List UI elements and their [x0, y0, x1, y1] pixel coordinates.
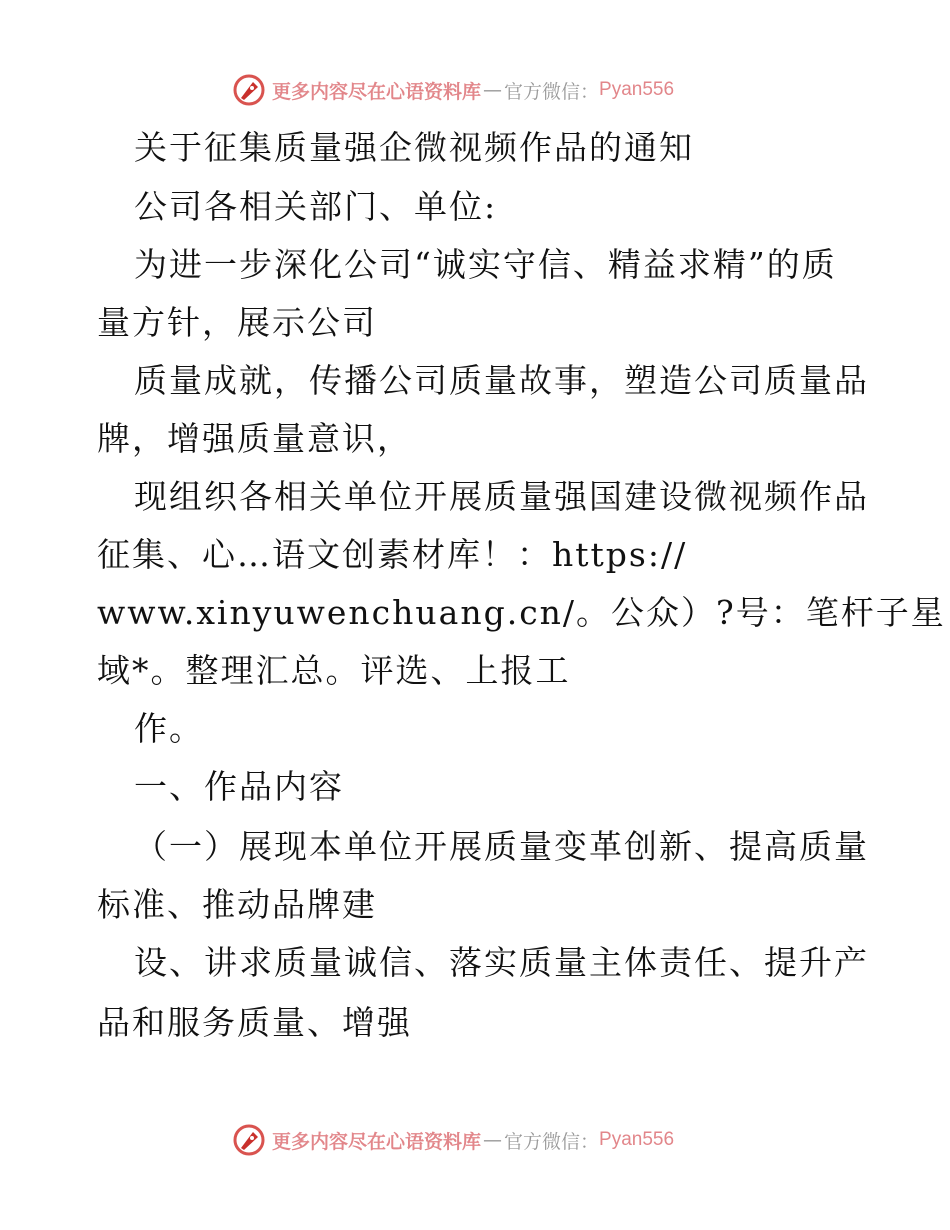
wechat-label: 官方微信： [504, 80, 600, 103]
paragraph-2-line-2: 牌，增强质量意识， [97, 419, 412, 458]
watermark-dash: — [483, 1129, 503, 1151]
paragraph-3-line-1: 现组织各相关单位开展质量强国建设微视频作品 [134, 477, 869, 516]
header-watermark [232, 72, 674, 108]
wechat-id: Pyan556 [599, 79, 675, 100]
watermark-dash: — [483, 79, 503, 101]
item-2-line-2: 品和服务质量、增强 [97, 1003, 412, 1042]
watermark-text: 更多内容尽在心语资料库 [272, 1130, 482, 1153]
section-heading-1: 一、作品内容 [134, 767, 344, 806]
paragraph-1-line-2: 量方针，展示公司 [97, 303, 377, 342]
paragraph-2-line-1: 质量成就，传播公司质量故事，塑造公司质量品 [134, 361, 869, 400]
doc-title: 关于征集质量强企微视频作品的通知 [134, 128, 694, 167]
paragraph-3-line-2: 征集、心…语文创素材库！：https:// [97, 535, 688, 574]
paragraph-3-line-4: 域*。整理汇总。评选、上报工 [97, 651, 571, 690]
salutation: 公司各相关部门、单位: [134, 187, 498, 226]
wechat-id: Pyan556 [599, 1129, 675, 1150]
paragraph-1-line-1: 为进一步深化公司“诚实守信、精益求精”的质 [134, 245, 837, 284]
wechat-label: 官方微信： [504, 1130, 600, 1153]
item-1-line-2: 标准、推动品牌建 [97, 885, 377, 924]
paragraph-3-line-3: www.xinyuwenchuang.cn/。公众）?号：笔杆子星 [97, 593, 946, 632]
item-2-line-1: 设、讲求质量诚信、落实质量主体责任、提升产 [134, 943, 869, 982]
footer-watermark [232, 1122, 674, 1158]
paragraph-4: 作。 [134, 709, 204, 748]
pen-nib-circle-icon [232, 73, 266, 107]
watermark-text: 更多内容尽在心语资料库 [272, 80, 482, 103]
pen-nib-circle-icon [232, 1123, 266, 1157]
item-1-line-1: （一）展现本单位开展质量变革创新、提高质量 [134, 827, 869, 866]
